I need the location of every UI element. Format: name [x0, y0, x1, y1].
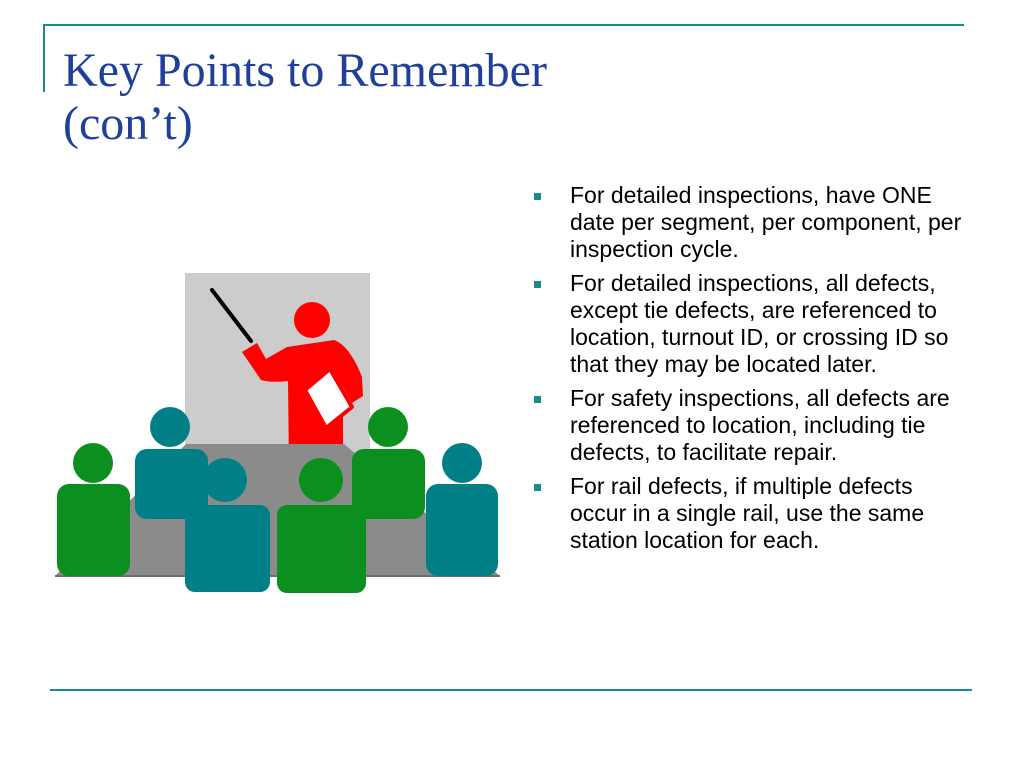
bullet-marker-icon: [534, 193, 541, 200]
bullet-marker-icon: [534, 396, 541, 403]
key-point-item: [534, 182, 964, 263]
key-point-item: [534, 270, 964, 378]
key-points-list: [534, 182, 964, 561]
key-point-text: For detailed inspections, all defects, except tie defects, are referenced to location, turnout ID, or crossing ID so that they may be located later.: [570, 270, 949, 377]
bottom-accent-line: [50, 689, 972, 691]
key-point-item: [534, 473, 964, 554]
key-point-text: For detailed inspections, have ONE date per segment, per component, per inspection cycle.: [570, 182, 962, 262]
attendee-green-left: [57, 443, 130, 576]
presentation-meeting-illustration: [52, 270, 502, 600]
key-point-text: For safety inspections, all defects are referenced to location, including tie defects, to facilitate repair.: [570, 385, 950, 465]
top-accent-line: [43, 24, 964, 26]
bullet-marker-icon: [534, 484, 541, 491]
slide-title-line-1: Key Points to Remember: [63, 44, 547, 97]
bullet-marker-icon: [534, 281, 541, 288]
attendee-teal-right: [426, 443, 498, 576]
key-point-text: For rail defects, if multiple defects occur in a single rail, use the same station location for each.: [570, 473, 925, 553]
left-accent-line: [43, 24, 45, 92]
slide-title: [63, 44, 683, 150]
key-point-item: [534, 385, 964, 466]
slide-title-line-2: (con’t): [63, 97, 193, 150]
presenter-head: [294, 302, 330, 338]
